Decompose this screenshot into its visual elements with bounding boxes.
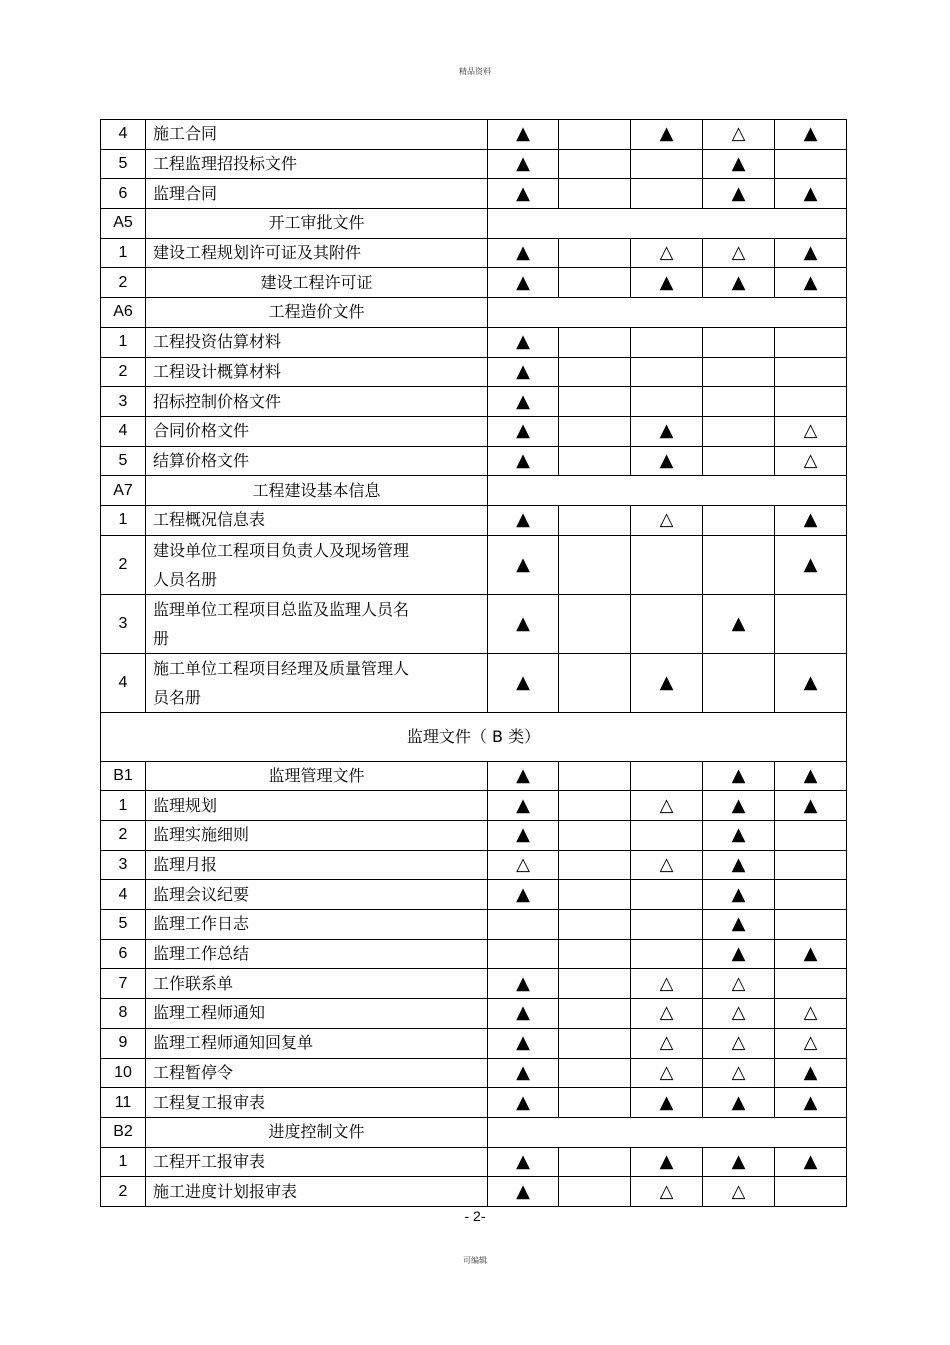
mark-cell: ▲ (775, 791, 847, 821)
table-row (101, 387, 847, 417)
mark-cell: △ (631, 505, 703, 535)
mark-cell (559, 1058, 631, 1088)
table-row (101, 327, 847, 357)
table-row (101, 535, 847, 594)
item-number: 8 (101, 999, 146, 1029)
mark-cell: ▲ (775, 1088, 847, 1118)
table-row (101, 1088, 847, 1118)
mark-cell (559, 910, 631, 940)
mark-cell (775, 969, 847, 999)
mark-cell: ▲ (775, 268, 847, 298)
item-name: 工程开工报审表 (146, 1147, 488, 1177)
mark-cell: △ (703, 999, 775, 1029)
item-number: 5 (101, 910, 146, 940)
mark-cell (631, 535, 703, 594)
group-blank (488, 209, 847, 239)
table-row (101, 1177, 847, 1207)
group-code: B2 (101, 1117, 146, 1147)
mark-cell (631, 880, 703, 910)
item-name: 工程复工报审表 (146, 1088, 488, 1118)
mark-cell: ▲ (631, 1088, 703, 1118)
mark-cell: △ (703, 1028, 775, 1058)
item-name: 工程监理招投标文件 (146, 149, 488, 179)
group-code: A5 (101, 209, 146, 239)
mark-cell (631, 327, 703, 357)
mark-cell (775, 910, 847, 940)
mark-cell (559, 594, 631, 653)
item-name: 工程投资估算材料 (146, 327, 488, 357)
mark-cell: △ (775, 1028, 847, 1058)
table-row (101, 416, 847, 446)
mark-cell (631, 821, 703, 851)
mark-cell (775, 327, 847, 357)
mark-cell (559, 179, 631, 209)
mark-cell: △ (631, 1028, 703, 1058)
item-number: 11 (101, 1088, 146, 1118)
item-number: 1 (101, 238, 146, 268)
mark-cell (559, 535, 631, 594)
mark-cell (559, 761, 631, 791)
mark-cell: ▲ (775, 505, 847, 535)
mark-cell: △ (488, 850, 559, 880)
table-row (101, 238, 847, 268)
mark-cell: ▲ (775, 653, 847, 712)
mark-cell: △ (631, 791, 703, 821)
item-name: 监理合同 (146, 179, 488, 209)
mark-cell (631, 357, 703, 387)
item-number: 6 (101, 939, 146, 969)
mark-cell (631, 939, 703, 969)
mark-cell: △ (775, 999, 847, 1029)
mark-cell (775, 821, 847, 851)
mark-cell: ▲ (703, 821, 775, 851)
mark-cell: ▲ (488, 791, 559, 821)
mark-cell: ▲ (488, 357, 559, 387)
item-name-line-1: 施工单位工程项目经理及质量管理人 (153, 658, 410, 678)
item-name: 工程设计概算材料 (146, 357, 488, 387)
mark-cell: ▲ (488, 268, 559, 298)
item-number: 2 (101, 1177, 146, 1207)
table-row (101, 761, 847, 791)
item-number: 5 (101, 446, 146, 476)
item-name: 施工进度计划报审表 (146, 1177, 488, 1207)
item-name-line-2: 册 (153, 628, 170, 648)
mark-cell: ▲ (775, 1058, 847, 1088)
item-name: 监理工作日志 (146, 910, 488, 940)
item-name-line-2: 人员名册 (153, 569, 218, 589)
mark-cell: △ (775, 446, 847, 476)
item-number: 1 (101, 1147, 146, 1177)
mark-cell: △ (631, 1058, 703, 1088)
mark-cell (559, 268, 631, 298)
mark-cell: ▲ (488, 1028, 559, 1058)
mark-cell (559, 969, 631, 999)
mark-cell (559, 821, 631, 851)
group-name: 监理管理文件 (146, 761, 488, 791)
mark-cell: ▲ (631, 416, 703, 446)
mark-cell (775, 850, 847, 880)
mark-cell (559, 1088, 631, 1118)
mark-cell (559, 1177, 631, 1207)
item-number: 2 (101, 268, 146, 298)
mark-cell (703, 327, 775, 357)
mark-cell: ▲ (703, 910, 775, 940)
page-header: 精品资料 (459, 67, 491, 76)
table-row (101, 594, 847, 653)
mark-cell: ▲ (488, 821, 559, 851)
mark-cell: ▲ (488, 880, 559, 910)
mark-cell: ▲ (488, 1147, 559, 1177)
table-row (101, 850, 847, 880)
mark-cell (703, 653, 775, 712)
mark-cell: ▲ (488, 327, 559, 357)
item-number: 3 (101, 387, 146, 417)
mark-cell: ▲ (488, 1088, 559, 1118)
table-row (101, 179, 847, 209)
mark-cell (559, 1028, 631, 1058)
mark-cell (775, 1177, 847, 1207)
mark-cell: ▲ (631, 1147, 703, 1177)
group-code: B1 (101, 761, 146, 791)
item-name: 结算价格文件 (146, 446, 488, 476)
mark-cell: ▲ (488, 999, 559, 1029)
mark-cell (703, 446, 775, 476)
item-name (146, 535, 488, 594)
item-number: 7 (101, 969, 146, 999)
item-name: 合同价格文件 (146, 416, 488, 446)
group-name: 工程建设基本信息 (146, 476, 488, 506)
mark-cell (559, 446, 631, 476)
page-footer: 可编辑 (463, 1256, 487, 1265)
mark-cell (559, 238, 631, 268)
mark-cell (775, 149, 847, 179)
mark-cell: ▲ (703, 179, 775, 209)
group-blank (488, 298, 847, 328)
item-name-line-1: 建设单位工程项目负责人及现场管理 (153, 540, 410, 560)
mark-cell (775, 594, 847, 653)
mark-cell (703, 387, 775, 417)
table-row (101, 149, 847, 179)
item-name: 监理工程师通知回复单 (146, 1028, 488, 1058)
mark-cell: △ (631, 238, 703, 268)
mark-cell: ▲ (631, 446, 703, 476)
mark-cell: ▲ (488, 387, 559, 417)
mark-cell: ▲ (488, 505, 559, 535)
item-number: 10 (101, 1058, 146, 1088)
section-heading: 监理文件（ B 类） (101, 712, 847, 761)
item-number: 2 (101, 821, 146, 851)
mark-cell: △ (631, 999, 703, 1029)
group-name: 进度控制文件 (146, 1117, 488, 1147)
group-code: A6 (101, 298, 146, 328)
table-row (101, 880, 847, 910)
item-name: 工作联系单 (146, 969, 488, 999)
mark-cell: ▲ (703, 791, 775, 821)
item-name: 监理月报 (146, 850, 488, 880)
mark-cell: ▲ (488, 179, 559, 209)
table-row (101, 120, 847, 150)
mark-cell (488, 939, 559, 969)
item-name: 监理会议纪要 (146, 880, 488, 910)
mark-cell: ▲ (703, 594, 775, 653)
page-number: - 2- (464, 1208, 486, 1224)
table-row (101, 939, 847, 969)
mark-cell (559, 149, 631, 179)
table-row (101, 298, 847, 328)
item-name-line-1: 监理单位工程项目总监及监理人员名 (153, 599, 410, 619)
item-name: 工程概况信息表 (146, 505, 488, 535)
item-number: 1 (101, 327, 146, 357)
mark-cell: △ (703, 238, 775, 268)
mark-cell (559, 850, 631, 880)
item-name: 建设工程许可证 (146, 268, 488, 298)
table-row (101, 505, 847, 535)
table-row (101, 1117, 847, 1147)
table-row (101, 910, 847, 940)
table-row (101, 1147, 847, 1177)
mark-cell: ▲ (703, 880, 775, 910)
mark-cell: ▲ (488, 969, 559, 999)
mark-cell: ▲ (703, 939, 775, 969)
mark-cell: △ (631, 969, 703, 999)
mark-cell: ▲ (488, 535, 559, 594)
mark-cell: ▲ (488, 594, 559, 653)
item-name: 施工合同 (146, 120, 488, 150)
item-number: 2 (101, 357, 146, 387)
table-row (101, 357, 847, 387)
table-row (101, 1028, 847, 1058)
mark-cell (631, 761, 703, 791)
mark-cell: ▲ (488, 1177, 559, 1207)
mark-cell (559, 939, 631, 969)
mark-cell: ▲ (775, 238, 847, 268)
item-name-line-2: 员名册 (153, 687, 202, 707)
mark-cell (631, 910, 703, 940)
group-blank (488, 476, 847, 506)
mark-cell: ▲ (775, 179, 847, 209)
table-row (101, 712, 847, 761)
mark-cell: ▲ (775, 1147, 847, 1177)
table-row (101, 821, 847, 851)
mark-cell (559, 416, 631, 446)
mark-cell (559, 327, 631, 357)
mark-cell: ▲ (703, 1088, 775, 1118)
mark-cell (559, 505, 631, 535)
table-row (101, 268, 847, 298)
item-name: 监理实施细则 (146, 821, 488, 851)
mark-cell (559, 880, 631, 910)
mark-cell: ▲ (488, 149, 559, 179)
mark-cell: ▲ (631, 120, 703, 150)
mark-cell (559, 999, 631, 1029)
mark-cell (775, 357, 847, 387)
mark-cell: ▲ (703, 149, 775, 179)
table-row (101, 791, 847, 821)
mark-cell (631, 179, 703, 209)
item-number: 9 (101, 1028, 146, 1058)
mark-cell (559, 791, 631, 821)
table-row (101, 446, 847, 476)
mark-cell (559, 120, 631, 150)
mark-cell: ▲ (631, 268, 703, 298)
group-code: A7 (101, 476, 146, 506)
table-row (101, 969, 847, 999)
mark-cell: ▲ (631, 653, 703, 712)
group-name: 工程造价文件 (146, 298, 488, 328)
mark-cell: ▲ (488, 761, 559, 791)
mark-cell (703, 416, 775, 446)
mark-cell: △ (703, 1058, 775, 1088)
item-number: 5 (101, 149, 146, 179)
item-number: 4 (101, 653, 146, 712)
table-row (101, 653, 847, 712)
item-number: 3 (101, 850, 146, 880)
mark-cell: △ (703, 1177, 775, 1207)
group-blank (488, 1117, 847, 1147)
item-name: 工程暂停令 (146, 1058, 488, 1088)
table-row (101, 209, 847, 239)
item-number: 3 (101, 594, 146, 653)
mark-cell: ▲ (775, 535, 847, 594)
mark-cell: ▲ (703, 268, 775, 298)
mark-cell (631, 594, 703, 653)
mark-cell (559, 1147, 631, 1177)
item-name: 监理工作总结 (146, 939, 488, 969)
mark-cell (703, 357, 775, 387)
item-name: 监理规划 (146, 791, 488, 821)
mark-cell: ▲ (775, 939, 847, 969)
mark-cell: ▲ (488, 120, 559, 150)
mark-cell: △ (631, 850, 703, 880)
mark-cell (559, 653, 631, 712)
table-row (101, 1058, 847, 1088)
item-number: 4 (101, 880, 146, 910)
mark-cell: ▲ (703, 850, 775, 880)
group-name: 开工审批文件 (146, 209, 488, 239)
mark-cell: ▲ (703, 1147, 775, 1177)
item-name (146, 594, 488, 653)
mark-cell: △ (775, 416, 847, 446)
item-number: 4 (101, 120, 146, 150)
mark-cell: △ (703, 120, 775, 150)
mark-cell (703, 505, 775, 535)
mark-cell: ▲ (488, 238, 559, 268)
mark-cell: △ (631, 1177, 703, 1207)
mark-cell: ▲ (775, 120, 847, 150)
mark-cell (703, 535, 775, 594)
mark-cell: ▲ (488, 1058, 559, 1088)
mark-cell (631, 387, 703, 417)
archive-table (100, 119, 847, 1207)
item-name: 监理工程师通知 (146, 999, 488, 1029)
item-name: 建设工程规划许可证及其附件 (146, 238, 488, 268)
table-row (101, 476, 847, 506)
item-number: 6 (101, 179, 146, 209)
mark-cell (775, 880, 847, 910)
table-row (101, 999, 847, 1029)
mark-cell (775, 387, 847, 417)
item-number: 4 (101, 416, 146, 446)
item-number: 1 (101, 505, 146, 535)
item-number: 1 (101, 791, 146, 821)
mark-cell: ▲ (703, 761, 775, 791)
mark-cell (559, 357, 631, 387)
mark-cell (559, 387, 631, 417)
mark-cell (631, 149, 703, 179)
item-name (146, 653, 488, 712)
mark-cell: ▲ (488, 416, 559, 446)
item-number: 2 (101, 535, 146, 594)
item-name: 招标控制价格文件 (146, 387, 488, 417)
mark-cell: ▲ (488, 653, 559, 712)
mark-cell: ▲ (775, 761, 847, 791)
mark-cell: ▲ (488, 446, 559, 476)
mark-cell: △ (703, 969, 775, 999)
mark-cell (488, 910, 559, 940)
